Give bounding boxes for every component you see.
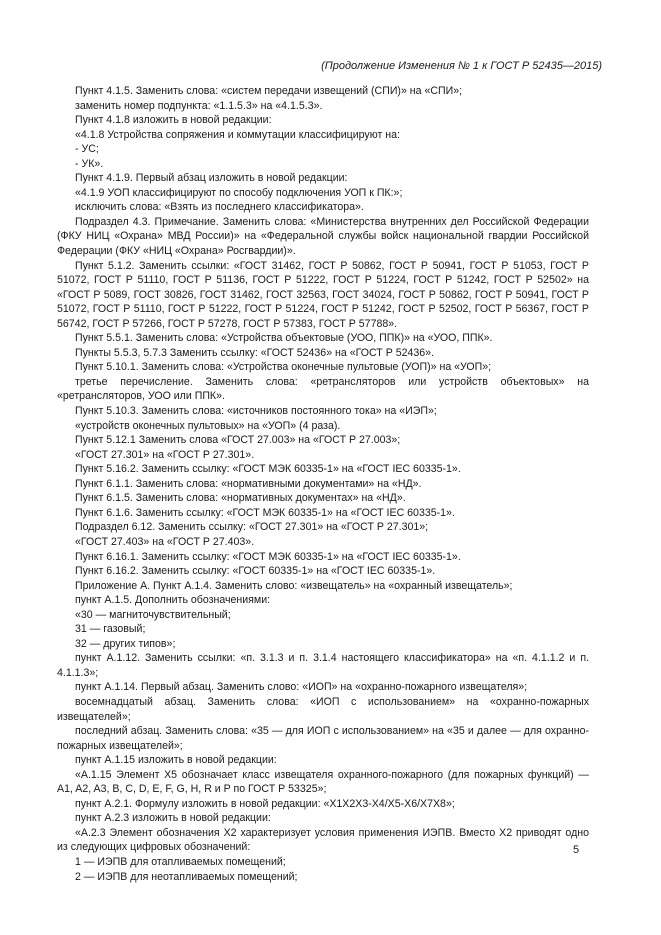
paragraph: Пункт 4.1.5. Заменить слова: «систем передачи извещений (СПИ)» на «СПИ»;	[75, 85, 463, 97]
paragraph: Пункт 5.16.2. Заменить ссылку: «ГОСТ МЭК 60335-1» на «ГОСТ IEC 60335-1».	[75, 463, 461, 476]
paragraph: 2 — ИЭПВ для неотапливаемых помещений;	[75, 870, 298, 883]
page-header: (Продолжение Изменения № 1 к ГОСТ Р 52435—2015)	[321, 60, 602, 72]
paragraph: пункт А.2.3 изложить в новой редакции:	[75, 812, 271, 825]
paragraph: Пункт 5.10.1. Заменить слова: «Устройства оконечные пультовые (УОП)» на «УОП»;	[75, 361, 492, 374]
paragraph: Пункт 5.10.3. Заменить слова: «источников постоянного тока» на «ИЭП»;	[75, 405, 437, 418]
paragraph: Пункт 5.5.1. Заменить слова: «Устройства объектовые (УОО, ППК)» на «УОО, ППК».	[75, 332, 493, 345]
paragraph: третье перечисление. Заменить слова: «ретрансляторов или устройств объектовых» на «ретрансляторов, УОО или ППК».	[57, 375, 589, 403]
paragraph: Подраздел 4.3. Примечание. Заменить слова: «Министерства внутренних дел Российской Федерации (ФКУ НИЦ «Охрана» МВД России)» на «Федеральной службы войск национальной гвардии Российской Федерации (ФКУ «НИЦ «Охрана» Росгвардии)».	[57, 215, 589, 258]
paragraph: Пункт 6.1.5. Заменить слова: «нормативных документах» на «НД».	[75, 492, 406, 505]
paragraph: «устройств оконечных пультовых» на «УОП» (4 раза).	[75, 419, 341, 432]
paragraph: восемнадцатый абзац. Заменить слова: «ИОП с использованием» на «охранно-пожарных извещателей»;	[57, 695, 589, 723]
document-body	[57, 84, 589, 884]
paragraph: пункт А.1.15 изложить в новой редакции:	[75, 754, 277, 767]
paragraph: Пункт 5.1.2. Заменить ссылки: «ГОСТ 31462, ГОСТ Р 50862, ГОСТ Р 50941, ГОСТ Р 51053, ГОСТ Р 51072, ГОСТ Р 51110, ГОСТ Р 51136, ГОСТ Р 51222, ГОСТ Р 51224, ГОСТ Р 51242, ГОСТ Р 52502» на «ГОСТ Р 5089, ГОСТ 30826, ГОСТ 31462, ГОСТ 32563, ГОСТ 34024, ГОСТ Р 50862, ГОСТ Р 50941, ГОСТ Р 51072, ГОСТ Р 51110, ГОСТ Р 51222, ГОСТ Р 51224, ГОСТ Р 51242, ГОСТ Р 52502, ГОСТ Р 56367, ГОСТ Р 56742, ГОСТ Р 57266, ГОСТ Р 57278, ГОСТ Р 57383, ГОСТ Р 57788».	[57, 259, 589, 330]
paragraph: Пункт 5.12.1 Заменить слова «ГОСТ 27.003» на «ГОСТ Р 27.003»;	[75, 434, 401, 447]
paragraph: 31 — газовый;	[75, 623, 146, 636]
paragraph: «ГОСТ 27.403» на «ГОСТ Р 27.403».	[75, 535, 255, 548]
paragraph: «4.1.8 Устройства сопряжения и коммутации классифицируют на:	[75, 128, 400, 141]
paragraph: исключить слова: «Взять из последнего классификатора».	[75, 201, 364, 214]
page-number: 5	[573, 844, 580, 856]
paragraph: 32 — других типов»;	[75, 637, 176, 650]
paragraph: «ГОСТ 27.301» на «ГОСТ Р 27.301».	[75, 448, 255, 461]
paragraph: пункт А.1.14. Первый абзац. Заменить слово: «ИОП» на «охранно-пожарного извещателя»;	[75, 681, 528, 694]
paragraph: пункт А.1.5. Дополнить обозначениями:	[75, 594, 271, 607]
paragraph: Приложение А. Пункт А.1.4. Заменить слово: «извещатель» на «охранный извещатель»;	[75, 579, 513, 592]
paragraph: «А.1.15 Элемент X5 обозначает класс извещателя охранного-пожарного (для пожарных функций) — A1, A2, A3, B, C, D, E, F, G, H, R и P по ГОСТ Р 53325»;	[57, 768, 589, 796]
paragraph: Пункт 6.16.2. Заменить ссылку: «ГОСТ 60335-1» на «ГОСТ IEC 60335-1».	[75, 565, 436, 578]
paragraph: Пункт 6.1.1. Заменить слова: «нормативными документами» на «НД».	[75, 477, 422, 490]
paragraph: 1 — ИЭПВ для отапливаемых помещений;	[75, 855, 286, 868]
paragraph: последний абзац. Заменить слова: «35 — для ИОП с использованием» на «35 и далее — для охранно-пожарных извещателей»;	[57, 725, 589, 752]
paragraph: Пункт 4.1.9. Первый абзац изложить в новой редакции:	[75, 172, 348, 185]
paragraph: Пункт 4.1.8 изложить в новой редакции:	[75, 114, 272, 127]
paragraph: «4.1.9 УОП классифицируют по способу подключения УОП к ПК:»;	[75, 186, 403, 199]
paragraph: заменить номер подпункта: «1.1.5.3» на «4.1.5.3».	[75, 99, 323, 112]
paragraph: пункт А.2.1. Формулу изложить в новой редакции: «X1X2X3-X4/X5-X6/X7X8»;	[75, 797, 455, 810]
paragraph: «30 — магниточувствительный;	[75, 608, 231, 621]
paragraph: пункт А.1.12. Заменить ссылки: «п. 3.1.3 и п. 3.1.4 настоящего классификатора» на «п. 4.1.1.2 и п. 4.1.1.3»;	[57, 652, 589, 679]
paragraph: Подраздел 6.12. Заменить ссылку: «ГОСТ 27.301» на «ГОСТ Р 27.301»;	[75, 521, 429, 534]
paragraph: Пункты 5.5.3, 5.7.3 Заменить ссылку: «ГОСТ 52436» на «ГОСТ Р 52436».	[75, 346, 435, 359]
paragraph: Пункт 6.16.1. Заменить ссылку: «ГОСТ МЭК 60335-1» на «ГОСТ IEC 60335-1».	[75, 550, 461, 563]
paragraph: - УК».	[75, 157, 104, 170]
paragraph: Пункт 6.1.6. Заменить ссылку: «ГОСТ МЭК 60335-1» на «ГОСТ IEC 60335-1».	[75, 506, 455, 519]
paragraph: - УС;	[75, 143, 99, 156]
paragraph: «А.2.3 Элемент обозначения X2 характеризует условия применения ИЭПВ. Вместо X2 приводят одно из следующих цифровых обозначений:	[57, 826, 589, 854]
